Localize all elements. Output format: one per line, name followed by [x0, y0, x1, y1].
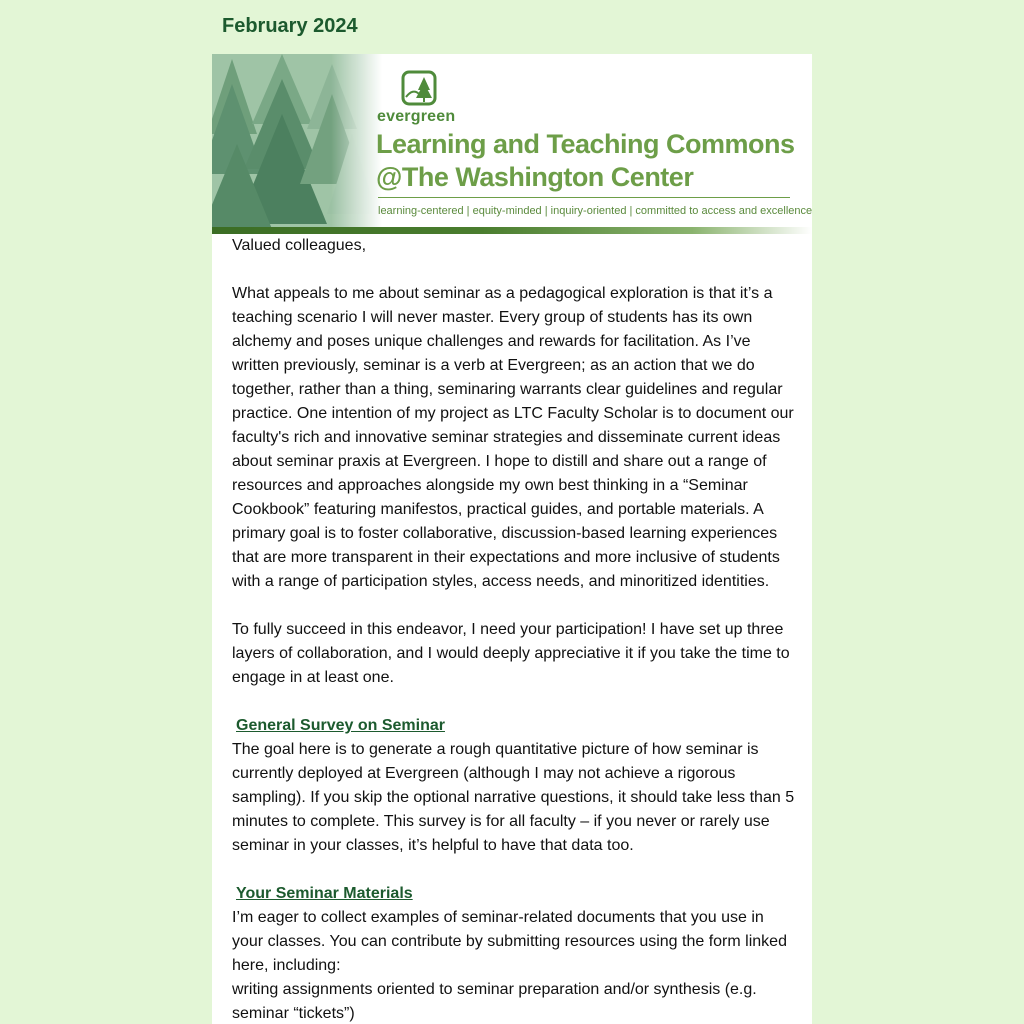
general-survey-link[interactable]: General Survey on Seminar	[236, 717, 445, 734]
paragraph-spacer	[232, 690, 797, 714]
forest-illustration	[212, 54, 382, 229]
seminar-materials-item: writing assignments oriented to seminar preparation and/or synthesis (e.g. seminar “tickets”)	[232, 981, 757, 1022]
paragraph-spacer	[232, 858, 797, 882]
banner-tagline: learning-centered | equity-minded | inquiry-oriented | committed to access and excellence	[378, 205, 812, 217]
letter-body	[232, 234, 797, 1024]
banner-title-line2: @The Washington Center	[376, 162, 694, 192]
banner-divider	[378, 197, 790, 198]
evergreen-tree-logo-icon	[401, 70, 437, 106]
newsletter-date-heading: February 2024	[222, 15, 358, 37]
header-banner	[212, 54, 812, 235]
banner-title-line1: Learning and Teaching Commons	[376, 129, 795, 159]
letter-paragraph-intro: What appeals to me about seminar as a pedagogical exploration is that it’s a teaching scenario I will never master. Every group of students has its own alchemy and poses unique challenges and rewards for facilitation. As I’ve written previously, seminar is a verb at Evergreen; as an action that we do together, rather than a thing, seminaring warrants clear guidelines and regular practice. One intention of my project as LTC Faculty Scholar is to document our faculty's rich and innovative seminar strategies and disseminate current ideas about seminar praxis at Evergreen. I hope to distill and share out a range of resources and approaches alongside my own best thinking in a “Seminar Cookbook” featuring manifestos, practical guides, and portable materials. A primary goal is to foster collaborative, discussion-based learning experiences that are more transparent in their expectations and more inclusive of students with a range of participation styles, access needs, and minoritized identities.	[232, 285, 794, 590]
seminar-materials-link[interactable]: Your Seminar Materials	[236, 885, 413, 902]
general-survey-description: The goal here is to generate a rough quantitative picture of how seminar is currently deployed at Evergreen (although I may not achieve a rigorous sampling). If you skip the optional narrative questions, it should take less than 5 minutes to complete. This survey is for all faculty – if you never or rarely use seminar in your classes, it’s helpful to have that data too.	[232, 741, 795, 854]
seminar-materials-description: I’m eager to collect examples of seminar-related documents that you use in your classes. You can contribute by submitting resources using the form linked here, including:	[232, 909, 787, 974]
letter-greeting: Valued colleagues,	[232, 237, 367, 254]
evergreen-logo	[377, 70, 455, 126]
paragraph-spacer	[232, 258, 797, 282]
paragraph-spacer	[232, 594, 797, 618]
newsletter-card	[212, 54, 812, 1024]
banner-title	[376, 128, 795, 194]
banner-bottom-bar	[212, 227, 812, 234]
letter-paragraph-participation: To fully succeed in this endeavor, I need your participation! I have set up three layers of collaboration, and I would deeply appreciative it if you take the time to engage in at least one.	[232, 621, 790, 686]
evergreen-logo-word: evergreen	[377, 108, 456, 125]
